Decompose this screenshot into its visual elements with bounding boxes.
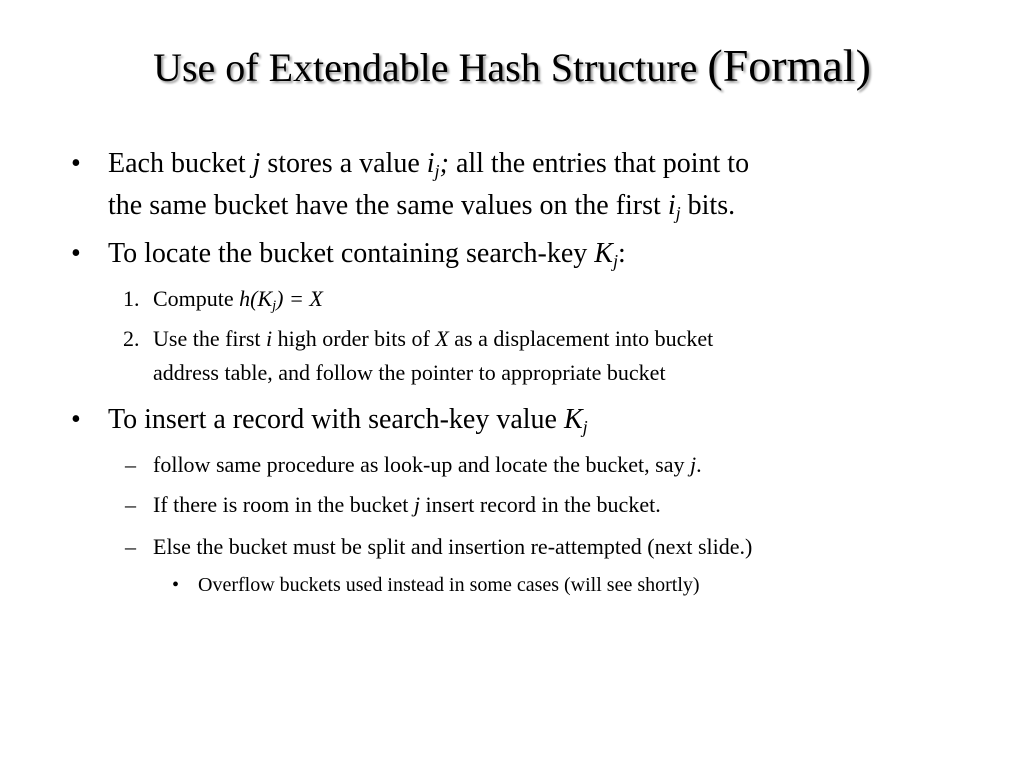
- title-suffix: (Formal): [707, 40, 871, 91]
- bullet-2-line-1: To locate the bucket containing search-key $K_j$:: [108, 238, 626, 272]
- sub-sub-item: Overflow buckets used instead in some cases (will see shortly): [198, 574, 700, 596]
- step-1: Compute $h(K_j) = X$: [153, 286, 323, 314]
- sub-bullet-marker: •: [172, 574, 180, 596]
- sub-item-2: If there is room in the bucket j insert record in the bucket.: [153, 492, 661, 517]
- bullet-1-line-2: the same bucket have the same values on the first $i_j$ bits.: [108, 190, 736, 224]
- step-2-line-2: address table, and follow the pointer to appropriate bucket: [153, 360, 666, 385]
- step-2-line-1: Use the first i high order bits of X as a displacement into bucket: [153, 326, 714, 351]
- dash-marker: –: [125, 492, 136, 517]
- bullet-3-line-1: To insert a record with search-key value $K_j$: [108, 404, 588, 438]
- title-main: Use of Extendable Hash Structure: [153, 45, 698, 90]
- dash-marker: –: [125, 534, 136, 559]
- bullet-marker: •: [71, 148, 81, 179]
- step-number: 1.: [123, 286, 140, 311]
- sub-item-3: Else the bucket must be split and insertion re-attempted (next slide.): [153, 534, 753, 559]
- bullet-1-line-1: Each bucket j stores a value $i_j$; all the entries that point to: [108, 148, 750, 182]
- dash-marker: –: [125, 452, 136, 477]
- sub-item-1: follow same procedure as look-up and locate the bucket, say j.: [153, 452, 702, 477]
- bullet-marker: •: [71, 238, 81, 269]
- bullet-marker: •: [71, 404, 81, 435]
- step-number: 2.: [123, 326, 140, 351]
